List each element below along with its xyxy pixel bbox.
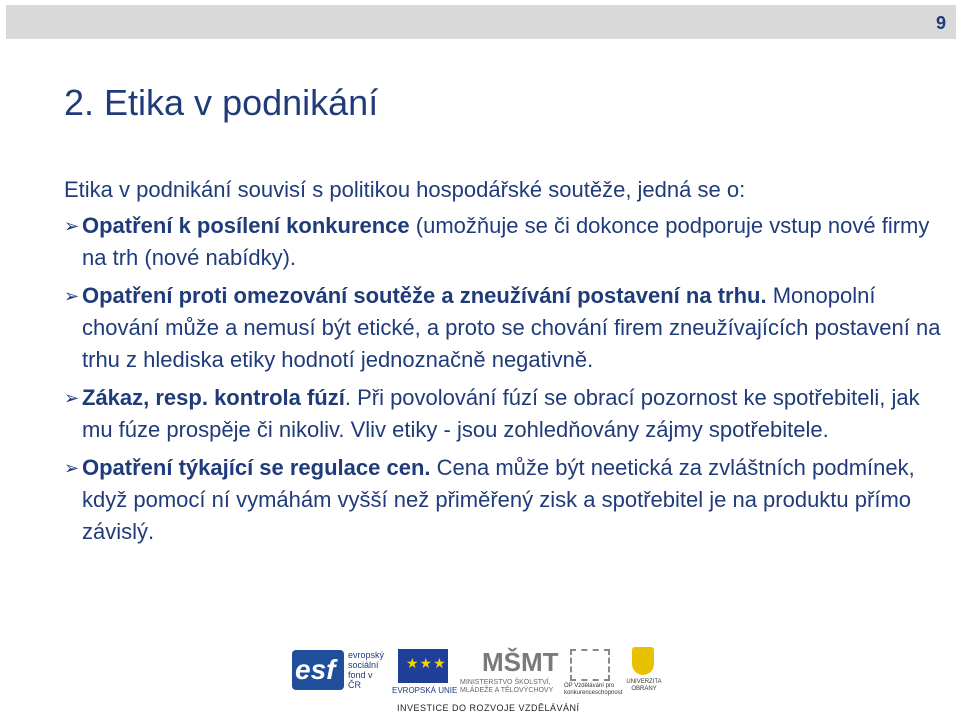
op-vk-logo	[564, 645, 623, 696]
bullet-text: Cena může být neetická za zvláštních podmínek, když pomocí ní vymáhám vyšší než přiměřený zisk a spotřebitel je na produktu přímo závislý.	[82, 455, 915, 544]
op-vk-logo-label: OP Vzdělávání pro konkurenceschopnost	[564, 683, 623, 696]
bullet-item	[64, 452, 944, 548]
bullet-text: Monopolní chování může a nemusí být etické, a proto se chování firem zneužívajících postavení na trhu z hlediska etiky hodnotí jednoznačně negativně.	[82, 283, 941, 372]
footer-tagline: INVESTICE DO ROZVOJE VZDĚLÁVÁNÍ	[397, 703, 580, 713]
msmt-logo-mark: MŠMT	[482, 647, 559, 677]
arrow-bullet-icon: ➢	[64, 388, 80, 408]
footer-logos	[292, 645, 662, 705]
slide-title: 2. Etika v podnikání	[64, 82, 379, 123]
slide-content	[64, 174, 944, 548]
bullet-heading: Zákaz, resp. kontrola fúzí	[82, 385, 345, 410]
bullet-heading: Opatření k posílení konkurence	[82, 213, 410, 238]
bullet-text: . Při povolování fúzí se obrací pozornost ke spotřebiteli, jak mu fúze prospěje či nikoliv. Vliv etiky - jsou zohledňovány zájmy spotřebitele.	[82, 385, 920, 442]
bullet-heading: Opatření týkající se regulace cen.	[82, 455, 431, 480]
page-number: 9	[935, 13, 946, 33]
university-crest-logo	[622, 645, 662, 695]
slide-header-bar	[6, 5, 956, 39]
intro-text: Etika v podnikání souvisí s politikou hospodářské soutěže, jedná se o:	[64, 177, 746, 202]
university-logo-label: UNIVERZITA OBRANY	[626, 679, 662, 692]
university-crest-icon	[632, 647, 654, 675]
bullet-item	[64, 382, 944, 446]
eu-stars-icon: ★★★	[406, 655, 447, 671]
bullet-item	[64, 210, 944, 274]
esf-logo	[292, 645, 384, 695]
arrow-bullet-icon: ➢	[64, 458, 80, 478]
eu-logo-label: EVROPSKÁ UNIE	[392, 686, 458, 695]
esf-logo-text: evropský sociální fond v ČR	[348, 650, 385, 690]
bullet-heading: Opatření proti omezování soutěže a zneužívání postavení na trhu.	[82, 283, 767, 308]
bullet-item	[64, 280, 944, 376]
arrow-bullet-icon: ➢	[64, 216, 80, 236]
bullet-text: (umožňuje se či dokonce podporuje vstup nové firmy na trh (nové nabídky).	[82, 213, 930, 270]
msmt-logo-label: MINISTERSTVO ŠKOLSTVÍ, MLÁDEŽE A TĚLOVÝCHOVY	[460, 679, 554, 694]
msmt-logo	[460, 645, 559, 695]
esf-logo-letters: esf	[295, 654, 336, 685]
arrow-bullet-icon: ➢	[64, 286, 80, 306]
op-vk-logo-frame	[570, 649, 610, 681]
eu-logo	[392, 645, 458, 695]
